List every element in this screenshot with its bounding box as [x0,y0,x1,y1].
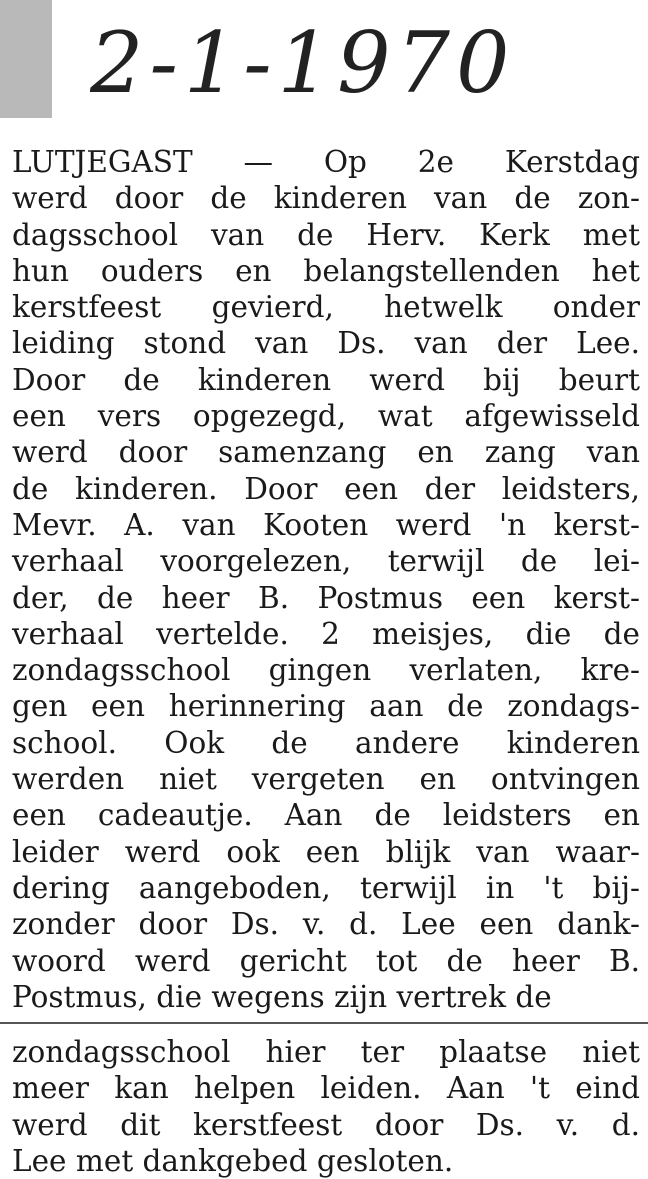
article-line: zondagsschool hier ter plaatse niet [12,1035,640,1069]
article-line: dagsschool van de Herv. Kerk met [12,217,640,252]
article-column-1 [12,144,640,1015]
handwritten-date [90,14,520,114]
article-line: LUTJEGAST — Op 2e Kerstdag [12,145,640,179]
article-line: meer kan helpen leiden. Aan 't eind [12,1071,640,1106]
article-line: een cadeautje. Aan de leidsters en [12,798,640,833]
article-line: werd dit kerstfeest door Ds. v. d. [12,1107,640,1142]
article-line: hun ouders en belangstellenden het [12,253,640,288]
article-line: zondagsschool gingen verlaten, kre- [12,653,640,688]
article-line: Lee met dankgebed gesloten. [12,1143,454,1178]
article-line: werden niet vergeten en ontvingen [12,762,640,797]
article-line: school. Ook de andere kinderen [12,725,640,760]
article-line: Mevr. A. van Kooten werd 'n kerst- [12,507,640,542]
article-line: verhaal vertelde. 2 meisjes, die de [12,616,640,651]
article-line: zonder door Ds. v. d. Lee een dank- [12,907,640,942]
article-line: werd door samenzang en zang van [12,435,640,470]
handwritten-date-text: 2-1-1970 [90,14,516,112]
article-line: een vers opgezegd, wat afgewisseld [12,399,640,434]
article-line: leiding stond van Ds. van der Lee. [12,326,640,361]
cut-divider [0,1022,648,1024]
article-column-2 [12,1034,640,1179]
article-line: kerstfeest gevierd, hetwelk onder [12,290,640,325]
article-line: verhaal voorgelezen, terwijl de lei- [12,544,640,579]
article-line: Postmus, die wegens zijn vertrek de [12,979,552,1014]
article-line: der, de heer B. Postmus een kerst- [12,580,640,615]
tape-strip [0,0,52,118]
article-line: werd door de kinderen van de zon- [12,181,640,216]
article-line: dering aangeboden, terwijl in 't bij- [12,870,640,905]
article-line: Door de kinderen werd bij beurt [12,362,640,397]
article-line: leider werd ook een blijk van waar- [12,834,640,869]
article-line: woord werd gericht tot de heer B. [12,943,640,978]
article-line: gen een herinnering aan de zondags- [12,689,640,724]
article-line: de kinderen. Door een der leidsters, [12,471,640,506]
